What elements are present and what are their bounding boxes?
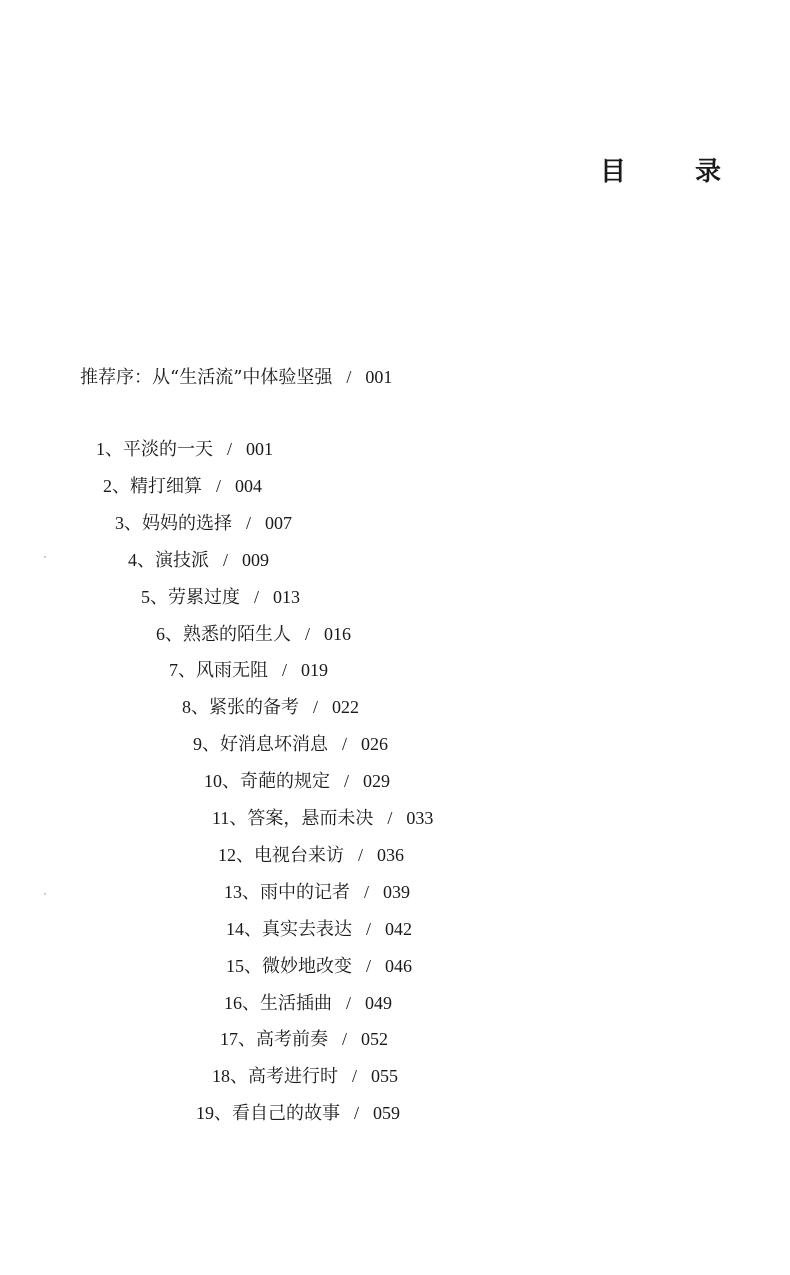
toc-separator: / <box>223 550 229 570</box>
scan-speck <box>44 556 46 558</box>
toc-entry-1[interactable] <box>96 437 273 462</box>
toc-entry-number: 15、 <box>226 956 262 976</box>
toc-entry-number: 3、 <box>115 513 142 533</box>
toc-entry-7[interactable] <box>169 658 328 683</box>
preface-page-number: 001 <box>365 367 393 387</box>
toc-separator: / <box>346 367 352 387</box>
toc-entry-number: 2、 <box>103 476 130 496</box>
toc-entry-page: 007 <box>265 513 293 533</box>
toc-entry-3[interactable] <box>115 511 292 536</box>
toc-entry-title: 紧张的备考 <box>209 697 299 718</box>
toc-entry-page: 016 <box>324 624 352 644</box>
toc-entry-page: 039 <box>383 882 411 902</box>
toc-entry-number: 17、 <box>220 1029 256 1049</box>
toc-separator: / <box>254 587 260 607</box>
toc-entry-number: 5、 <box>141 587 168 607</box>
toc-entry-number: 9、 <box>193 734 220 754</box>
toc-entry-number: 10、 <box>204 771 240 791</box>
toc-separator: / <box>246 513 252 533</box>
toc-entry-title: 奇葩的规定 <box>240 771 330 792</box>
toc-entry-page: 046 <box>385 956 413 976</box>
toc-entry-number: 19、 <box>196 1103 232 1123</box>
toc-entry-title: 妈妈的选择 <box>142 513 232 534</box>
toc-separator: / <box>227 439 233 459</box>
toc-entry-17[interactable] <box>220 1027 388 1052</box>
toc-entry-13[interactable] <box>224 880 410 905</box>
toc-separator: / <box>313 697 319 717</box>
toc-entry-title: 电视台来访 <box>254 845 344 866</box>
toc-entry-title: 看自己的故事 <box>232 1103 340 1124</box>
toc-entry-title: 生活插曲 <box>260 993 332 1014</box>
toc-separator: / <box>358 845 364 865</box>
toc-entry-6[interactable] <box>156 622 351 647</box>
toc-entry-title: 真实去表达 <box>262 919 352 940</box>
toc-separator: / <box>352 1066 358 1086</box>
toc-entry-page: 029 <box>363 771 391 791</box>
toc-entry-title: 微妙地改变 <box>262 956 352 977</box>
toc-entry-page: 019 <box>301 660 329 680</box>
toc-separator: / <box>364 882 370 902</box>
toc-separator: / <box>387 808 393 828</box>
toc-entry-page: 049 <box>365 993 393 1013</box>
toc-entry-9[interactable] <box>193 732 388 757</box>
page-title: 目 录 <box>600 157 752 187</box>
toc-separator: / <box>342 734 348 754</box>
toc-entry-page: 033 <box>406 808 434 828</box>
toc-entry-title: 劳累过度 <box>168 587 240 608</box>
toc-entry-title: 风雨无阻 <box>196 660 268 681</box>
toc-separator: / <box>305 624 311 644</box>
toc-separator: / <box>282 660 288 680</box>
toc-entry-page: 009 <box>242 550 270 570</box>
toc-entry-page: 055 <box>371 1066 399 1086</box>
scan-speck <box>44 893 46 895</box>
toc-entry-4[interactable] <box>128 548 269 573</box>
toc-entry-page: 059 <box>373 1103 401 1123</box>
preface-label: 推荐序：从“生活流”中体验坚强 <box>80 367 333 388</box>
toc-entry-number: 18、 <box>212 1066 248 1086</box>
toc-entry-14[interactable] <box>226 917 412 942</box>
toc-entry-number: 4、 <box>128 550 155 570</box>
toc-entry-title: 高考前奏 <box>256 1029 328 1050</box>
toc-separator: / <box>354 1103 360 1123</box>
toc-entry-2[interactable] <box>103 474 262 499</box>
toc-entry-title: 高考进行时 <box>248 1066 338 1087</box>
toc-separator: / <box>366 919 372 939</box>
toc-entry-number: 6、 <box>156 624 183 644</box>
toc-entry-8[interactable] <box>182 695 359 720</box>
toc-entry-page: 001 <box>246 439 274 459</box>
toc-separator: / <box>366 956 372 976</box>
toc-separator: / <box>342 1029 348 1049</box>
toc-entry-number: 12、 <box>218 845 254 865</box>
toc-entry-title: 演技派 <box>155 550 209 571</box>
toc-entry-page: 052 <box>361 1029 389 1049</box>
toc-entry-page: 026 <box>361 734 389 754</box>
toc-entry-number: 1、 <box>96 439 123 459</box>
toc-entry-page: 013 <box>273 587 301 607</box>
toc-entry-number: 8、 <box>182 697 209 717</box>
toc-entry-number: 16、 <box>224 993 260 1013</box>
toc-entry-page: 004 <box>235 476 263 496</box>
toc-entry-number: 7、 <box>169 660 196 680</box>
toc-entry-18[interactable] <box>212 1064 398 1089</box>
toc-entry-page: 036 <box>377 845 405 865</box>
toc-entry-title: 熟悉的陌生人 <box>183 624 291 645</box>
toc-separator: / <box>216 476 222 496</box>
toc-entry-19[interactable] <box>196 1101 400 1126</box>
toc-entry-title: 雨中的记者 <box>260 882 350 903</box>
toc-entry-10[interactable] <box>204 769 390 794</box>
toc-entry-number: 14、 <box>226 919 262 939</box>
toc-entry-12[interactable] <box>218 843 404 868</box>
toc-entry-title: 平淡的一天 <box>123 439 213 460</box>
toc-separator: / <box>346 993 352 1013</box>
toc-separator: / <box>344 771 350 791</box>
toc-entry-16[interactable] <box>224 991 392 1016</box>
toc-entry-11[interactable] <box>212 806 433 831</box>
toc-entry-number: 13、 <box>224 882 260 902</box>
toc-entry-title: 精打细算 <box>130 476 202 497</box>
toc-entry-title: 答案，悬而未决 <box>247 808 374 829</box>
toc-entry-page: 022 <box>332 697 360 717</box>
toc-entry-15[interactable] <box>226 954 412 979</box>
toc-entry-5[interactable] <box>141 585 300 610</box>
toc-entry-title: 好消息坏消息 <box>220 734 328 755</box>
toc-entry-page: 042 <box>385 919 413 939</box>
toc-entry-number: 11、 <box>212 808 248 828</box>
